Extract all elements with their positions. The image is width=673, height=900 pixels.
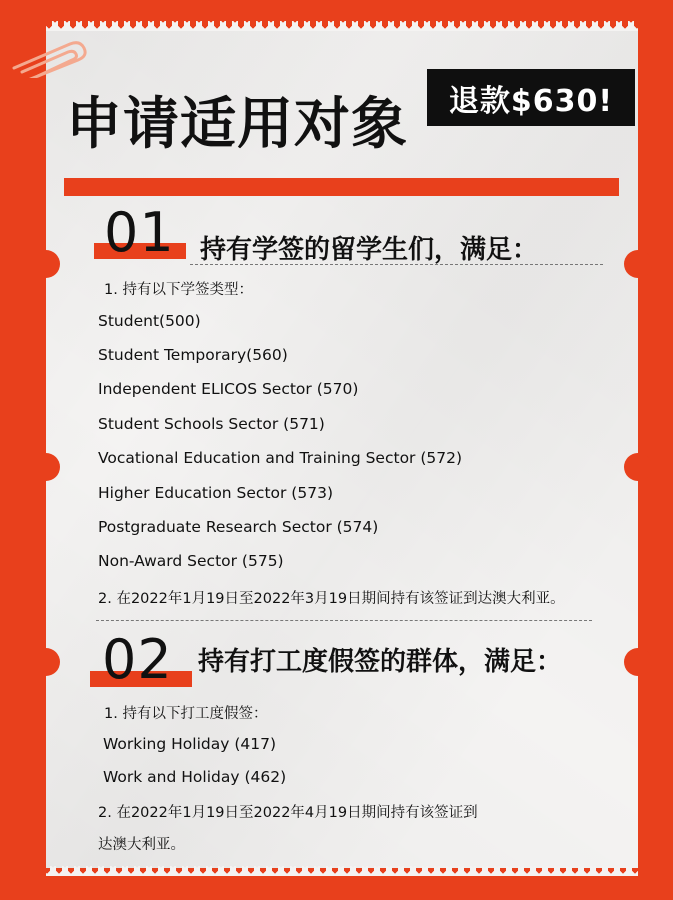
visa-item: Vocational Education and Training Sector (572): [98, 449, 463, 467]
section-number-2: 02: [102, 628, 173, 691]
paper-edge-top: [46, 21, 638, 31]
notch-left-2: [32, 453, 60, 481]
section-title-2: 持有打工度假签的群体，满足：: [198, 647, 563, 677]
visa-item: Student Temporary(560): [98, 346, 288, 364]
title-divider-bar: [64, 178, 619, 196]
notch-right-1: [624, 250, 652, 278]
section-condition-2-line2: 达澳大利亚。: [98, 837, 185, 853]
notch-left-1: [32, 250, 60, 278]
notch-right-3: [624, 648, 652, 676]
notch-left-3: [32, 648, 60, 676]
visa-item: Non-Award Sector (575): [98, 552, 284, 570]
notch-right-2: [624, 453, 652, 481]
section-divider-1: [190, 264, 603, 265]
section-intro-2: 1. 持有以下打工度假签：: [104, 706, 268, 722]
paper-edge-bottom: [46, 866, 638, 876]
refund-badge: 退款$630!: [427, 69, 635, 126]
section-condition-1: 2. 在2022年1月19日至2022年3月19日期间持有该签证到达澳大利亚。: [98, 591, 565, 607]
page-title: 申请适用对象: [66, 92, 408, 157]
section-condition-2-line1: 2. 在2022年1月19日至2022年4月19日期间持有该签证到: [98, 805, 478, 821]
visa-item: Higher Education Sector (573): [98, 484, 333, 502]
visa-item: Student Schools Sector (571): [98, 415, 325, 433]
visa-item: Independent ELICOS Sector (570): [98, 380, 359, 398]
visa-item: Student(500): [98, 312, 201, 330]
section-number-1: 01: [104, 201, 175, 264]
visa-item: Postgraduate Research Sector (574): [98, 518, 379, 536]
section-separator: [96, 620, 592, 621]
visa-item: Working Holiday (417): [103, 735, 277, 753]
visa-item: Work and Holiday (462): [103, 768, 287, 786]
paperclip-icon: [8, 38, 98, 78]
section-intro-1: 1. 持有以下学签类型：: [104, 282, 253, 298]
section-title-1: 持有学签的留学生们，满足：: [200, 235, 539, 265]
